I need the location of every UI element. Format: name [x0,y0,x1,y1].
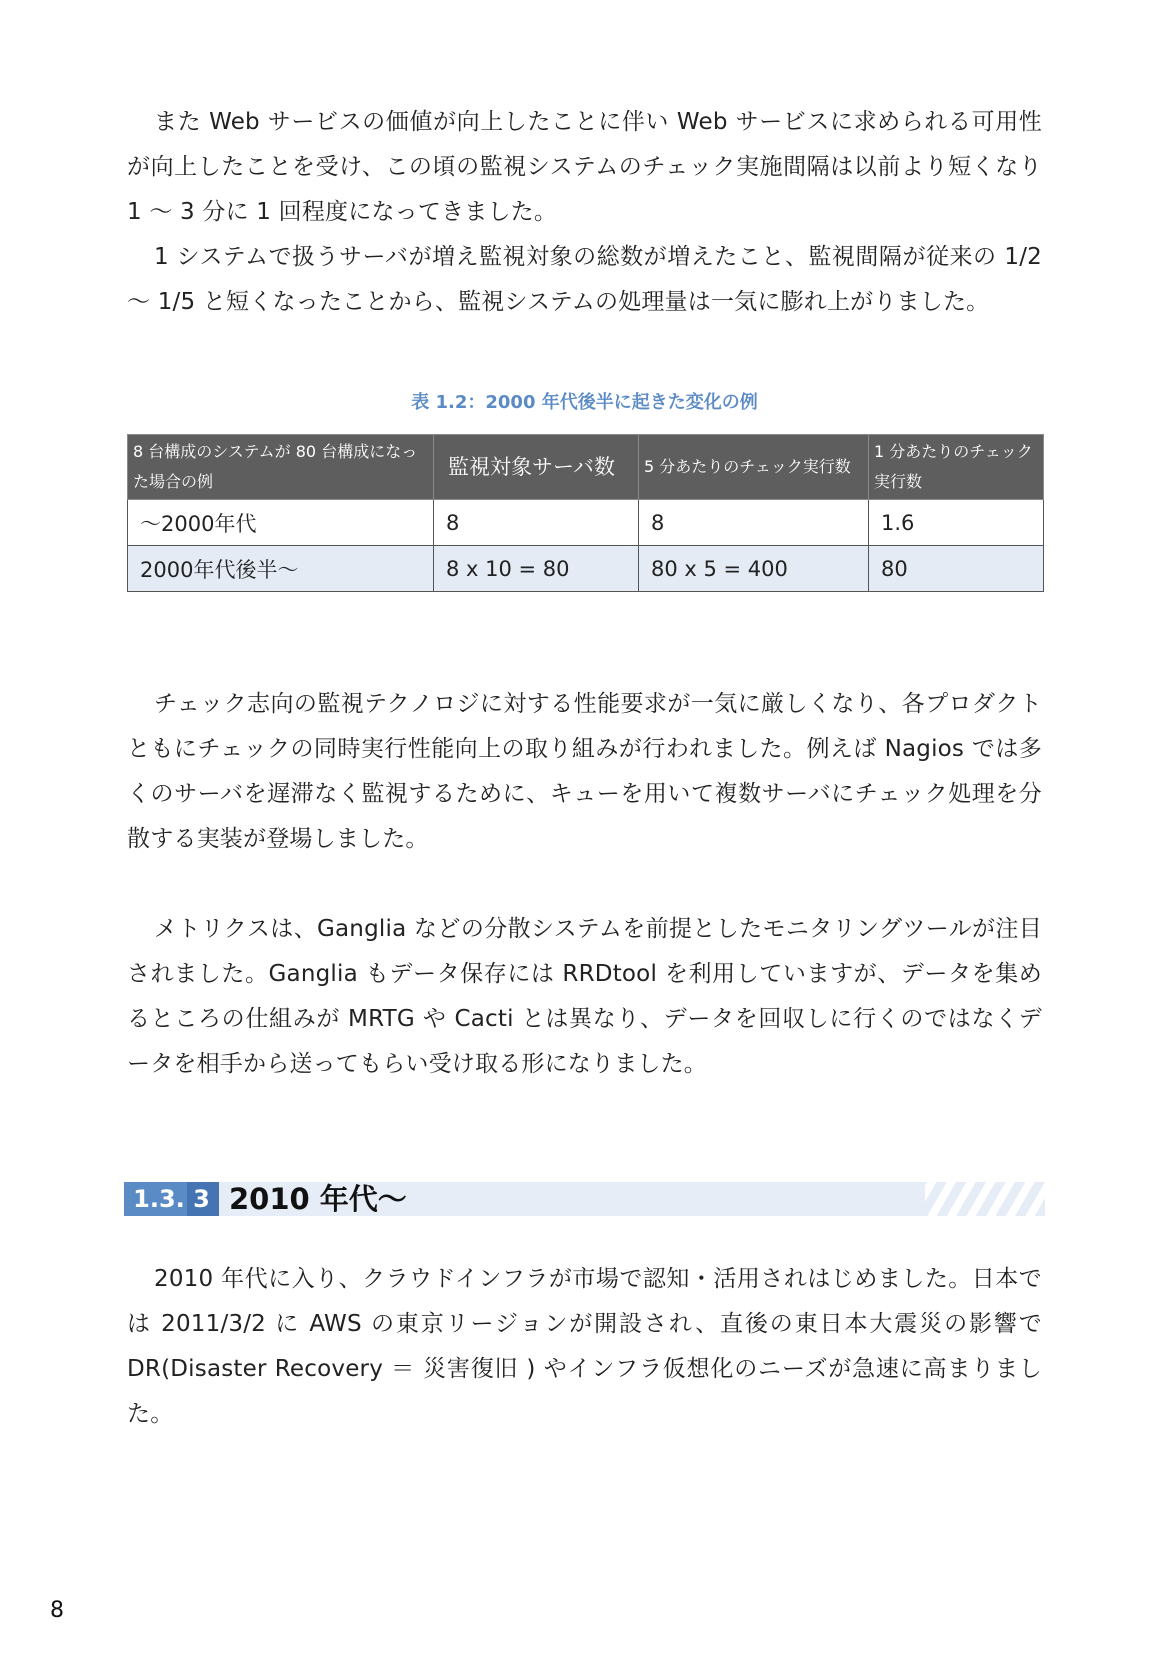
paragraph-nagios: チェック志向の監視テクノロジに対する性能要求が一気に厳しくなり、各プロダクトともにチェックの同時実行性能向上の取り組みが行われました。例えば Nagios では多くのサーバを遅滞なく監視するために、キューを用いて複数サーバにチェック処理を分散する実装が登場しました。 [127,691,1042,852]
table-cell: 2000年代後半〜 [128,546,434,592]
table-cell: 80 x 5 = 400 [639,546,869,592]
table-header-cell: 監視対象サーバ数 [434,435,639,500]
section-heading [124,1178,1045,1218]
table-header-row [128,435,1044,500]
paragraph-processing-load: 1 システムで扱うサーバが増え監視対象の総数が増えたこと、監視間隔が従来の 1/2 〜 1/5 と短くなったことから、監視システムの処理量は一気に膨れ上がりました。 [127,244,1042,315]
table-cell: 8 x 10 = 80 [434,546,639,592]
table-header-cell: 8 台構成のシステムが 80 台構成になった場合の例 [128,435,434,500]
paragraph-availability: また Web サービスの価値が向上したことに伴い Web サービスに求められる可用性が向上したことを受け、この頃の監視システムのチェック実施間隔は以前より短くなり 1 〜 3 分に 1 回程度になってきました。 [127,109,1042,225]
table-cell: 1.6 [869,500,1044,546]
table-cell: 〜2000年代 [128,500,434,546]
page-number: 8 [50,1598,64,1623]
table-cell: 80 [869,546,1044,592]
section-title: 2010 年代〜 [229,1182,407,1216]
paragraph-2010s: 2010 年代に入り、クラウドインフラが市場で認知・活用されはじめました。日本では 2011/3/2 に AWS の東京リージョンが開設され、直後の東日本大震災の影響で DR(Disaster Recovery ＝ 災害復旧 ) やインフラ仮想化のニーズが急速に高まりました。 [127,1266,1042,1427]
table-cell: 8 [434,500,639,546]
change-example-table [127,434,1044,592]
section-heading-stripes [925,1182,1045,1216]
table-cell: 8 [639,500,869,546]
table-caption: 表 1.2：2000 年代後半に起きた変化の例 [411,392,758,413]
paragraph-ganglia: メトリクスは、Ganglia などの分散システムを前提としたモニタリングツールが注目されました。Ganglia もデータ保存には RRDtool を利用していますが、データを集めるところの仕組みが MRTG や Cacti とは異なり、データを回収しに行くのではなくデータを相手から送ってもらい受け取る形になりました。 [127,916,1042,1077]
table-header-cell: 5 分あたりのチェック実行数 [639,435,869,500]
table-header-cell: 1 分あたりのチェック実行数 [869,435,1044,500]
section-number: 1.3. 3 [133,1185,210,1213]
table-row [128,500,1044,546]
table-row [128,546,1044,592]
